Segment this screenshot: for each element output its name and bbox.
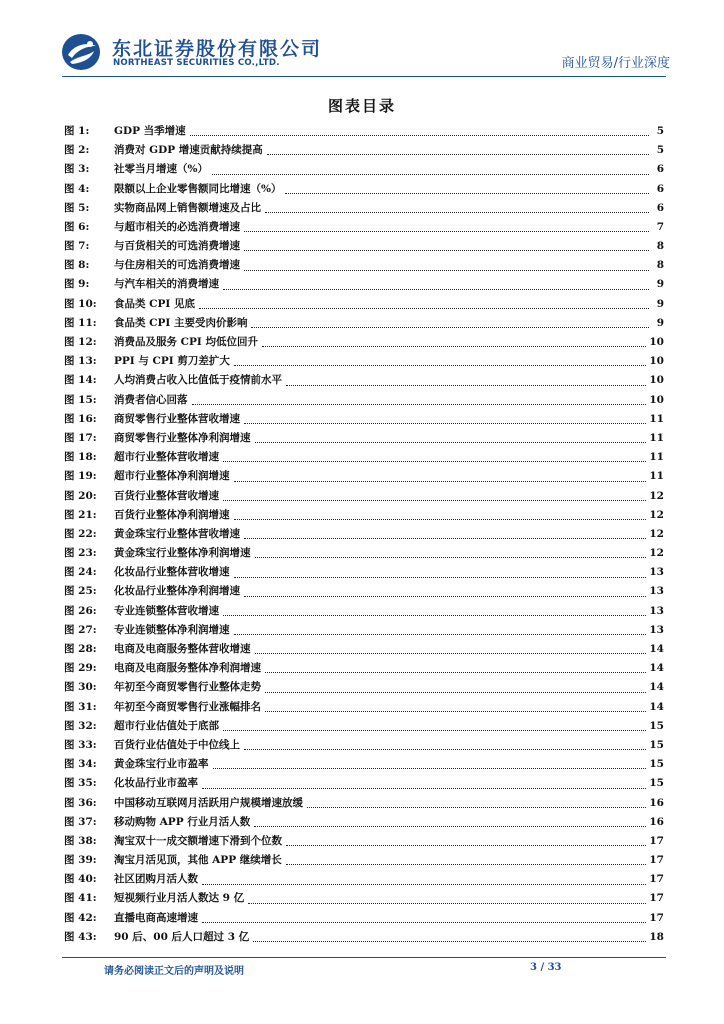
toc-entry[interactable] — [64, 678, 664, 697]
toc-dot-leader — [267, 154, 649, 155]
toc-entry[interactable] — [64, 256, 664, 275]
toc-figure-number: 图 19: — [64, 470, 97, 483]
toc-dot-leader — [223, 730, 646, 731]
toc-page-number: 12 — [649, 489, 664, 502]
toc-figure-title: 中国移动互联网月活跃用户规模增速放缓 — [114, 796, 303, 809]
toc-dot-leader — [223, 500, 646, 501]
toc-dot-leader — [234, 634, 647, 635]
toc-figure-number: 图 23: — [64, 547, 97, 560]
toc-page-number: 14 — [649, 681, 664, 694]
toc-figure-number: 图 21: — [64, 508, 97, 521]
toc-figure-title: 与住房相关的可选消费增速 — [114, 259, 240, 272]
toc-page-number: 17 — [649, 892, 664, 905]
toc-figure-title: 淘宝双十一成交额增速下滑到个位数 — [114, 834, 282, 847]
toc-figure-number: 图 40: — [64, 873, 97, 886]
toc-figure-title: 百货行业估值处于中位线上 — [114, 738, 240, 751]
toc-dot-leader — [265, 711, 646, 712]
toc-page-number: 12 — [649, 527, 664, 540]
toc-figure-number: 图 6: — [64, 220, 90, 233]
toc-figure-number: 图 43: — [64, 930, 97, 943]
toc-figure-number: 图 26: — [64, 604, 97, 617]
toc-figure-number: 图 16: — [64, 412, 97, 425]
toc-dot-leader — [234, 519, 647, 520]
toc-figure-title: 黄金珠宝行业市盈率 — [114, 758, 209, 771]
toc-entry[interactable] — [64, 851, 664, 870]
toc-figure-number: 图 42: — [64, 911, 97, 924]
toc-page-number: 10 — [649, 393, 664, 406]
toc-page-number: 5 — [656, 124, 664, 137]
toc-figure-number: 图 13: — [64, 355, 97, 368]
toc-entry[interactable] — [64, 813, 664, 832]
toc-page-number: 10 — [649, 374, 664, 387]
toc-dot-leader — [244, 270, 649, 271]
toc-figure-number: 图 5: — [64, 201, 90, 214]
toc-page-number: 18 — [649, 930, 664, 943]
toc-figure-number: 图 7: — [64, 240, 90, 253]
toc-entry[interactable] — [64, 602, 664, 621]
toc-dot-leader — [307, 807, 646, 808]
toc-page-number: 13 — [649, 566, 664, 579]
toc-figure-number: 图 38: — [64, 834, 97, 847]
toc-figure-number: 图 37: — [64, 815, 97, 828]
toc-page-number: 11 — [649, 451, 664, 464]
toc-entry[interactable] — [64, 774, 664, 793]
toc-figure-number: 图 17: — [64, 431, 97, 444]
toc-entry[interactable] — [64, 237, 664, 256]
toc-figure-title: 超市行业估值处于底部 — [114, 719, 219, 732]
toc-entry[interactable] — [64, 717, 664, 736]
figure-list — [64, 122, 664, 947]
toc-entry[interactable] — [64, 506, 664, 525]
toc-figure-title: PPI 与 CPI 剪刀差扩大 — [114, 355, 230, 368]
toc-dot-leader — [212, 174, 649, 175]
toc-figure-title: 化妆品行业市盈率 — [114, 777, 198, 790]
toc-figure-number: 图 31: — [64, 700, 97, 713]
toc-entry[interactable] — [64, 352, 664, 371]
toc-dot-leader — [285, 193, 649, 194]
toc-page-number: 7 — [656, 220, 664, 233]
toc-figure-title: 商贸零售行业整体净利润增速 — [114, 431, 251, 444]
disclaimer-note: 请务必阅读正文后的声明及说明 — [104, 966, 244, 977]
toc-entry[interactable] — [64, 621, 664, 640]
toc-figure-number: 图 24: — [64, 566, 97, 579]
toc-entry[interactable] — [64, 909, 664, 928]
toc-dot-leader — [286, 385, 646, 386]
toc-figure-number: 图 27: — [64, 623, 97, 636]
toc-entry[interactable] — [64, 563, 664, 582]
toc-page-number: 11 — [649, 431, 664, 444]
toc-page-number: 9 — [656, 297, 664, 310]
toc-page-number: 15 — [649, 758, 664, 771]
toc-entry[interactable] — [64, 890, 664, 909]
toc-figure-number: 图 34: — [64, 758, 97, 771]
toc-figure-title: 社零当月增速（%） — [114, 163, 208, 176]
toc-dot-leader — [254, 826, 646, 827]
toc-dot-leader — [255, 442, 647, 443]
toc-page-number: 14 — [649, 700, 664, 713]
toc-dot-leader — [286, 864, 647, 865]
toc-entry[interactable] — [64, 870, 664, 889]
toc-figure-title: 实物商品网上销售额增速及占比 — [114, 201, 261, 214]
toc-figure-title: 直播电商高速增速 — [114, 911, 198, 924]
page-header — [60, 32, 670, 74]
toc-entry[interactable] — [64, 544, 664, 563]
toc-figure-title: 专业连锁整体营收增速 — [114, 604, 219, 617]
footer-divider — [62, 957, 666, 958]
toc-dot-leader — [248, 903, 646, 904]
toc-figure-number: 图 10: — [64, 297, 97, 310]
toc-figure-title: 黄金珠宝行业整体净利润增速 — [114, 547, 251, 560]
toc-figure-title: 化妆品行业整体营收增速 — [114, 566, 230, 579]
toc-page-number: 13 — [649, 623, 664, 636]
toc-dot-leader — [265, 672, 646, 673]
toc-page-number: 6 — [656, 182, 664, 195]
toc-dot-leader — [255, 653, 647, 654]
toc-entry[interactable] — [64, 448, 664, 467]
toc-figure-title: 专业连锁整体净利润增速 — [114, 623, 230, 636]
toc-page-number: 8 — [656, 259, 664, 272]
toc-dot-leader — [202, 922, 646, 923]
toc-entry[interactable] — [64, 794, 664, 813]
toc-dot-leader — [255, 557, 647, 558]
toc-entry[interactable] — [64, 928, 664, 947]
toc-entry[interactable] — [64, 199, 664, 218]
toc-page-number: 5 — [656, 144, 664, 157]
toc-dot-leader — [202, 788, 646, 789]
page-title: 图表目录 — [327, 97, 396, 115]
toc-entry[interactable] — [64, 429, 664, 448]
toc-page-number: 12 — [649, 547, 664, 560]
toc-page-number: 16 — [649, 796, 664, 809]
toc-figure-title: 人均消费占收入比值低于疫情前水平 — [114, 374, 282, 387]
toc-figure-number: 图 20: — [64, 489, 97, 502]
toc-figure-number: 图 28: — [64, 643, 97, 656]
toc-page-number: 10 — [649, 355, 664, 368]
toc-figure-number: 图 25: — [64, 585, 97, 598]
toc-dot-leader — [223, 461, 646, 462]
toc-figure-number: 图 22: — [64, 527, 97, 540]
toc-figure-title: 消费对 GDP 增速贡献持续提高 — [114, 144, 263, 157]
toc-figure-title: 移动购物 APP 行业月活人数 — [114, 815, 251, 828]
toc-dot-leader — [192, 404, 647, 405]
toc-figure-number: 图 33: — [64, 738, 97, 751]
toc-entry[interactable] — [64, 410, 664, 429]
toc-page-number: 17 — [649, 834, 664, 847]
toc-figure-title: 淘宝月活见顶，其他 APP 继续增长 — [114, 854, 282, 867]
toc-figure-title: 年初至今商贸零售行业整体走势 — [114, 681, 261, 694]
toc-entry[interactable] — [64, 698, 664, 717]
toc-entry[interactable] — [64, 314, 664, 333]
toc-figure-title: 社区团购月活人数 — [114, 873, 198, 886]
toc-dot-leader — [286, 845, 646, 846]
toc-dot-leader — [265, 692, 646, 693]
toc-entry[interactable] — [64, 141, 664, 160]
toc-dot-leader — [202, 884, 646, 885]
toc-figure-title: 超市行业整体营收增速 — [114, 451, 219, 464]
toc-page-number: 13 — [649, 585, 664, 598]
toc-page-number: 12 — [649, 508, 664, 521]
toc-figure-title: 百货行业整体营收增速 — [114, 489, 219, 502]
toc-dot-leader — [244, 423, 646, 424]
toc-page-number: 14 — [649, 662, 664, 675]
toc-page-number: 13 — [649, 604, 664, 617]
toc-figure-number: 图 11: — [64, 316, 97, 329]
toc-page-number: 17 — [649, 873, 664, 886]
toc-entry[interactable] — [64, 180, 664, 199]
toc-dot-leader — [190, 135, 649, 136]
toc-entry[interactable] — [64, 122, 664, 141]
toc-dot-leader — [244, 538, 646, 539]
toc-page-number: 17 — [649, 854, 664, 867]
page-number: 3 / 33 — [530, 962, 562, 973]
toc-figure-title: 食品类 CPI 主要受肉价影响 — [114, 316, 248, 329]
toc-figure-number: 图 39: — [64, 854, 97, 867]
toc-dot-leader — [234, 481, 647, 482]
toc-figure-title: 与超市相关的必选消费增速 — [114, 220, 240, 233]
toc-figure-number: 图 4: — [64, 182, 90, 195]
toc-figure-title: 年初至今商贸零售行业涨幅排名 — [114, 700, 261, 713]
toc-entry[interactable] — [64, 276, 664, 295]
toc-dot-leader — [265, 212, 649, 213]
toc-dot-leader — [199, 308, 649, 309]
toc-entry[interactable] — [64, 583, 664, 602]
toc-figure-title: 消费者信心回落 — [114, 393, 188, 406]
toc-entry[interactable] — [64, 659, 664, 678]
toc-page-number: 15 — [649, 719, 664, 732]
company-name-cn: 东北证券股份有限公司 — [112, 38, 323, 60]
toc-dot-leader — [234, 365, 647, 366]
toc-figure-title: 电商及电商服务整体净利润增速 — [114, 662, 261, 675]
toc-figure-title: 短视频行业月活人数达 9 亿 — [114, 892, 245, 905]
toc-figure-title: 与百货相关的可选消费增速 — [114, 240, 240, 253]
toc-entry[interactable] — [64, 218, 664, 237]
toc-dot-leader — [223, 289, 649, 290]
toc-page-number: 11 — [649, 412, 664, 425]
toc-dot-leader — [244, 749, 646, 750]
toc-page-number: 16 — [649, 815, 664, 828]
toc-figure-title: 电商及电商服务整体营收增速 — [114, 643, 251, 656]
toc-page-number: 15 — [649, 777, 664, 790]
toc-dot-leader — [213, 768, 647, 769]
toc-page-number: 6 — [656, 163, 664, 176]
toc-figure-number: 图 15: — [64, 393, 97, 406]
company-logo-icon — [60, 32, 104, 72]
toc-entry[interactable] — [64, 467, 664, 486]
toc-figure-number: 图 18: — [64, 451, 97, 464]
toc-figure-number: 图 32: — [64, 719, 97, 732]
toc-dot-leader — [244, 596, 646, 597]
report-section-label: 商业贸易/行业深度 — [561, 56, 670, 71]
toc-entry[interactable] — [64, 487, 664, 506]
toc-dot-leader — [251, 327, 649, 328]
toc-figure-number: 图 8: — [64, 259, 90, 272]
toc-figure-title: 商贸零售行业整体营收增速 — [114, 412, 240, 425]
toc-figure-number: 图 3: — [64, 163, 90, 176]
toc-dot-leader — [223, 615, 646, 616]
toc-figure-number: 图 2: — [64, 144, 90, 157]
toc-figure-title: 90 后、00 后人口超过 3 亿 — [114, 930, 250, 943]
toc-figure-title: 食品类 CPI 见底 — [114, 297, 195, 310]
toc-figure-title: GDP 当季增速 — [114, 124, 186, 137]
toc-figure-title: 百货行业整体净利润增速 — [114, 508, 230, 521]
toc-figure-title: 消费品及服务 CPI 均低位回升 — [114, 336, 258, 349]
toc-figure-number: 图 30: — [64, 681, 97, 694]
toc-figure-number: 图 9: — [64, 278, 90, 291]
toc-entry[interactable] — [64, 371, 664, 390]
toc-entry[interactable] — [64, 333, 664, 352]
toc-entry[interactable] — [64, 640, 664, 659]
toc-entry[interactable] — [64, 160, 664, 179]
toc-figure-number: 图 36: — [64, 796, 97, 809]
toc-figure-number: 图 1: — [64, 124, 90, 137]
toc-page-number: 9 — [656, 316, 664, 329]
toc-entry[interactable] — [64, 832, 664, 851]
toc-figure-title: 与汽车相关的消费增速 — [114, 278, 219, 291]
toc-entry[interactable] — [64, 736, 664, 755]
toc-entry[interactable] — [64, 525, 664, 544]
toc-entry[interactable] — [64, 391, 664, 410]
toc-dot-leader — [234, 577, 647, 578]
toc-page-number: 15 — [649, 738, 664, 751]
toc-dot-leader — [244, 231, 649, 232]
toc-entry[interactable] — [64, 755, 664, 774]
toc-figure-number: 图 14: — [64, 374, 97, 387]
toc-figure-number: 图 41: — [64, 892, 97, 905]
toc-dot-leader — [253, 941, 646, 942]
toc-figure-title: 化妆品行业整体净利润增速 — [114, 585, 240, 598]
toc-figure-number: 图 35: — [64, 777, 97, 790]
toc-page-number: 11 — [649, 470, 664, 483]
toc-page-number: 9 — [656, 278, 664, 291]
toc-page-number: 17 — [649, 911, 664, 924]
toc-page-number: 14 — [649, 643, 664, 656]
toc-figure-number: 图 29: — [64, 662, 97, 675]
toc-figure-number: 图 12: — [64, 336, 97, 349]
company-name-en: NORTHEAST SECURITIES CO.,LTD. — [113, 58, 280, 68]
toc-page-number: 8 — [656, 240, 664, 253]
toc-figure-title: 超市行业整体净利润增速 — [114, 470, 230, 483]
toc-page-number: 10 — [649, 336, 664, 349]
toc-dot-leader — [262, 346, 646, 347]
header-divider — [62, 76, 666, 77]
toc-figure-title: 限额以上企业零售额同比增速（%） — [114, 182, 282, 195]
toc-dot-leader — [244, 250, 649, 251]
toc-figure-title: 黄金珠宝行业整体营收增速 — [114, 527, 240, 540]
toc-entry[interactable] — [64, 295, 664, 314]
toc-page-number: 6 — [656, 201, 664, 214]
